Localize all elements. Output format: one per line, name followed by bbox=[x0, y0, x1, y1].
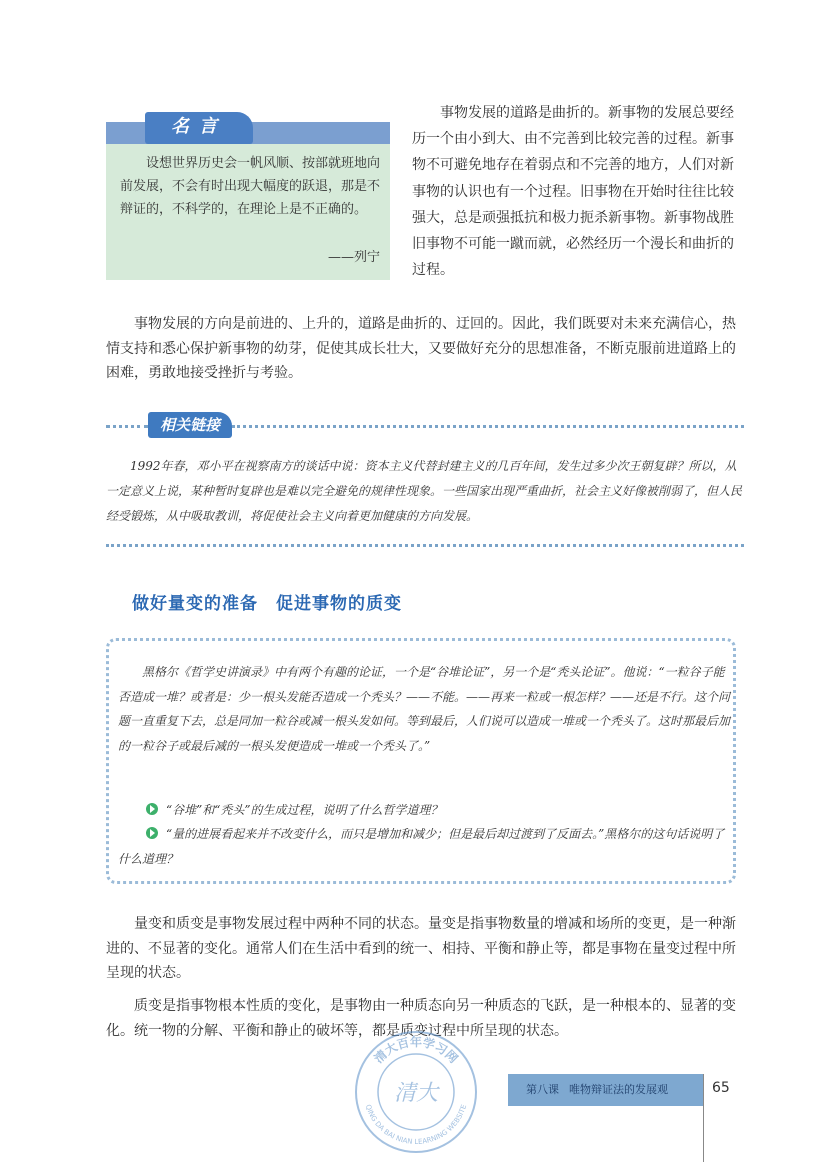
quote-author: ——列宁 bbox=[327, 250, 380, 265]
right-paragraph bbox=[412, 100, 744, 283]
quote-text bbox=[120, 152, 382, 221]
exploration-body: 黑格尔《哲学史讲演录》中有两个有趣的论证，一个是“谷堆论证”，另一个是“秃头论证”。他说：“一粒谷子能否造成一堆？或者是：少一根头发能否造成一个秃头？——不能。——再来一粒或一根怎样？——还是不行。这个问题一直重复下去，总是同加一粒谷或减一根头发如何。等到最后，人们说可以造成一堆或一个秃头了。这时那最后加的一粒谷子或最后减的一根头发便造成一堆或一个秃头了。” bbox=[118, 665, 731, 753]
footer-lesson bbox=[526, 1081, 678, 1097]
page-rule bbox=[703, 1074, 704, 1162]
related-links-label: 相关链接 bbox=[148, 412, 232, 438]
related-dots-left bbox=[106, 425, 148, 428]
paragraph-4-text: 质变是指事物根本性质的变化，是事物由一种质态向另一种质态的飞跃，是一种根本的、显著的变化。统一物的分解、平衡和静止的破坏等，都是质变过程中所呈现的状态。 bbox=[106, 998, 736, 1039]
section-heading: 做好量变的准备 促进事物的质变 bbox=[132, 594, 402, 614]
question-2-text: “量的进展看起来并不改变什么，而只是增加和减少；但是最后却过渡到了反面去。”黑格尔的这句话说明了什么道理？ bbox=[118, 827, 725, 866]
play-bullet-icon bbox=[146, 803, 158, 815]
watermark-top-text: 清大百年学习网 bbox=[371, 1035, 461, 1066]
footer-lesson-title: 唯物辩证法的发展观 bbox=[569, 1083, 668, 1096]
paragraph-2-text: 事物发展的方向是前进的、上升的，道路是曲折的、迂回的。因此，我们既要对未来充满信心，热情支持和悉心保护新事物的幼芽，促使其成长壮大，又要做好充分的思想准备，不断克服前进道路上的困难，勇敢地接受挫折与考验。 bbox=[106, 316, 736, 381]
question-1 bbox=[118, 798, 730, 823]
question-2 bbox=[118, 822, 730, 871]
related-dots-bottom bbox=[106, 544, 744, 547]
related-dots-right bbox=[232, 425, 744, 428]
watermark-bottom-text: QING DA BAI NIAN LEARNING WEBSITE bbox=[363, 1103, 469, 1147]
page-number: 65 bbox=[712, 1080, 730, 1096]
paragraph-3-text: 量变和质变是事物发展过程中两种不同的状态。量变是指事物数量的增减和场所的变更，是一种渐进的、不显著的变化。通常人们在生活中看到的统一、相持、平衡和静止等，都是事物在量变过程中所呈现的状态。 bbox=[106, 916, 736, 981]
paragraph-2 bbox=[106, 312, 746, 386]
related-links-text bbox=[106, 454, 746, 529]
quote-header: 名言 bbox=[145, 112, 253, 144]
play-bullet-icon bbox=[146, 827, 158, 839]
watermark-seal bbox=[352, 1028, 480, 1156]
paragraph-3 bbox=[106, 912, 746, 986]
exploration-text bbox=[118, 660, 730, 758]
watermark-center-text: 清大 bbox=[393, 1081, 439, 1106]
footer-lesson-number: 第八课 bbox=[526, 1083, 559, 1096]
right-paragraph-text: 事物发展的道路是曲折的。新事物的发展总要经历一个由小到大、由不完善到比较完善的过程。新事物不可避免地存在着弱点和不完善的地方，人们对新事物的认识也有一个过程。旧事物在开始时往往比较强大，总是顽强抵抗和极力扼杀新事物。新事物战胜旧事物不可能一蹴而就，必然经历一个漫长和曲折的过程。 bbox=[412, 105, 734, 279]
question-1-text: “谷堆”和“秃头”的生成过程，说明了什么哲学道理？ bbox=[166, 803, 443, 817]
quote-body: 设想世界历史会一帆风顺、按部就班地向前发展，不会有时出现大幅度的跃退，那是不辩证的，不科学的，在理论上是不正确的。 bbox=[120, 156, 381, 217]
related-links-body: 1992年春，邓小平在视察南方的谈话中说：资本主义代替封建主义的几百年间，发生过多少次王朝复辟？所以，从一定意义上说，某种暂时复辟也是难以完全避免的规律性现象。一些国家出现严重曲折，社会主义好像被削弱了，但人民经受锻炼，从中吸取教训，将促使社会主义向着更加健康的方向发展。 bbox=[106, 459, 743, 523]
